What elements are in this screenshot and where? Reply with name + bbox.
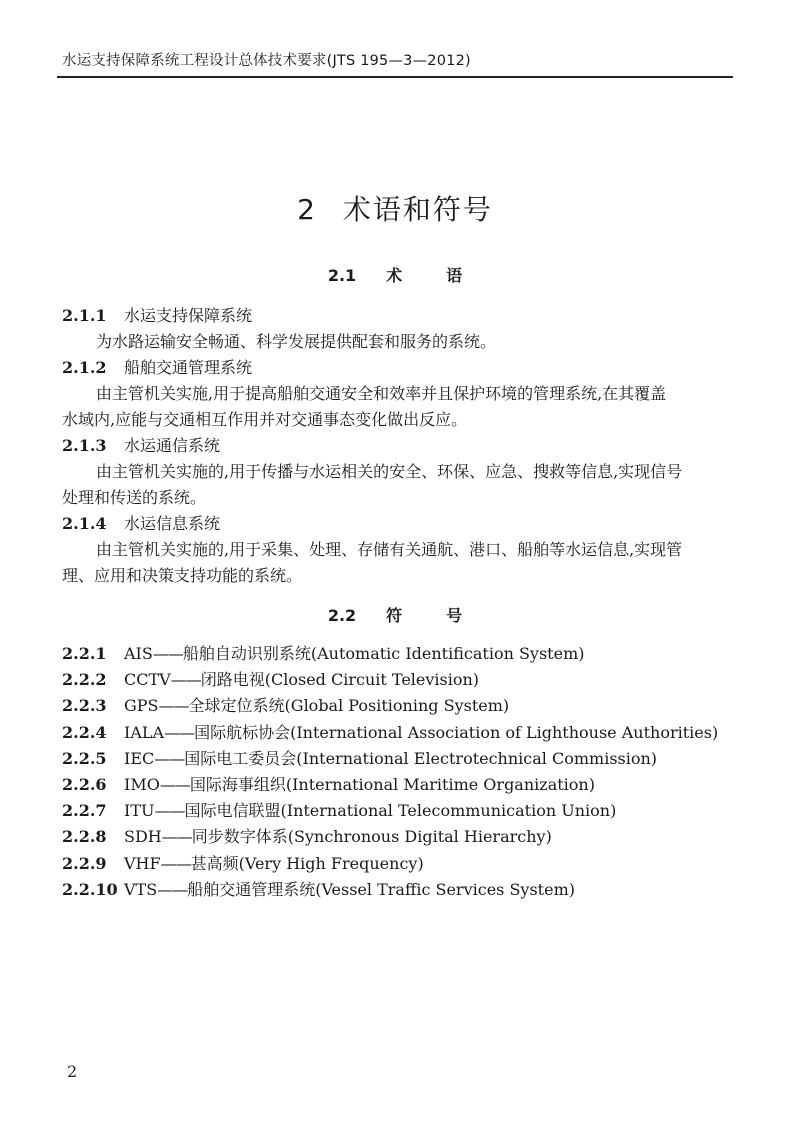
symbol-number: 2.2.8: [62, 827, 107, 847]
symbol-close-paren: ): [545, 827, 552, 847]
symbol-entry: [62, 693, 509, 716]
symbol-entry: [62, 641, 585, 664]
term-definition-line: 由主管机关实施的,用于采集、处理、存储有关通航、港口、船舶等水运信息,实现管: [96, 540, 683, 559]
term-name: 船舶交通管理系统: [124, 358, 253, 377]
term-definition-line: 水域内,应能与交通相互作用并对交通事态变化做出反应。: [62, 410, 468, 429]
symbol-chinese-name: 国际海事组织: [189, 775, 286, 794]
symbol-close-paren: ): [578, 644, 585, 663]
symbol-number: 2.2.1: [62, 644, 107, 663]
symbol-abbr: CCTV: [124, 670, 171, 690]
term-heading: [62, 355, 252, 378]
chapter-title: [0, 188, 790, 228]
term-name: 水运支持保障系统: [124, 306, 253, 325]
section-heading-char: 符: [386, 606, 403, 625]
symbol-chinese-name: 全球定位系统: [188, 696, 285, 716]
symbol-number: 2.2.3: [62, 696, 107, 716]
section-heading-char: 语: [446, 266, 463, 285]
symbol-english-name: International Electrotechnical Commission: [302, 748, 651, 768]
symbol-abbr: IALA: [124, 722, 165, 742]
symbol-entry: [62, 667, 479, 690]
symbol-dash: ——: [157, 879, 188, 899]
section-title-symbols: [0, 603, 790, 626]
running-header: 水运支持保障系统工程设计总体技术要求(JTS 195—3—2012): [62, 53, 471, 69]
term-definition-line: 由主管机关实施的,用于传播与水运相关的安全、环保、应急、搜救等信息,实现信号: [96, 462, 683, 481]
symbol-open-paren: (: [290, 722, 297, 742]
symbol-close-paren: ): [417, 853, 424, 873]
symbol-entry: [62, 772, 595, 795]
term-definition-line: 理、应用和决策支持功能的系统。: [62, 566, 303, 585]
term-number: 2.1.1: [62, 306, 107, 325]
symbol-english-name: Global Positioning System: [290, 696, 503, 716]
term-definition-line: 为水路运输安全畅通、科学发展提供配套和服务的系统。: [96, 332, 497, 351]
symbol-open-paren: (: [238, 853, 245, 873]
symbol-chinese-name: 国际电信联盟: [184, 801, 281, 821]
symbol-close-paren: ): [711, 722, 719, 742]
symbol-open-paren: (: [296, 748, 303, 768]
symbol-dash: ——: [164, 722, 195, 742]
symbol-english-name: Closed Circuit Television: [270, 670, 473, 690]
symbol-abbr: IEC: [124, 748, 155, 768]
term-number: 2.1.3: [62, 436, 107, 455]
header-rule: [57, 76, 733, 78]
symbol-chinese-name: 船舶自动识别系统: [182, 644, 311, 663]
symbol-open-paren: (: [285, 775, 293, 794]
symbol-open-paren: (: [280, 801, 287, 821]
symbol-english-name: Automatic Identification System: [317, 644, 579, 663]
symbol-dash: ——: [161, 827, 192, 847]
symbol-close-paren: ): [472, 670, 480, 690]
symbol-number: 2.2.7: [62, 801, 107, 821]
symbol-dash: ——: [159, 775, 190, 794]
term-number: 2.1.2: [62, 358, 107, 377]
symbol-number: 2.2.9: [62, 853, 107, 873]
symbol-english-name: Very High Frequency: [244, 853, 418, 873]
term-definition-line: 由主管机关实施,用于提高船舶交通安全和效率并且保护环境的管理系统,在其覆盖: [96, 384, 667, 403]
symbol-close-paren: ): [588, 775, 595, 794]
term-definition-line: 处理和传送的系统。: [62, 488, 207, 507]
symbol-number: 2.2.2: [62, 670, 107, 690]
symbol-dash: ——: [152, 644, 183, 663]
symbol-close-paren: ): [568, 879, 575, 899]
symbol-close-paren: ): [650, 748, 658, 768]
symbol-entry: [62, 877, 575, 900]
section-number: 2.1: [327, 266, 357, 285]
symbol-entry: [62, 746, 657, 769]
symbol-open-paren: (: [264, 670, 271, 690]
symbol-open-paren: (: [287, 827, 295, 847]
symbol-abbr: GPS: [124, 696, 159, 716]
symbol-english-name: Synchronous Digital Hierarchy: [294, 827, 546, 847]
symbol-english-name: Vessel Traffic Services System: [321, 879, 569, 899]
symbol-abbr: VHF: [124, 853, 161, 873]
symbol-dash: ——: [158, 696, 189, 716]
section-heading-char: 术: [386, 266, 403, 285]
term-name: 水运信息系统: [124, 514, 221, 533]
symbol-abbr: ITU: [124, 801, 155, 821]
term-number: 2.1.4: [62, 514, 107, 533]
symbol-abbr: AIS: [124, 644, 153, 663]
symbol-entry: [62, 720, 718, 743]
symbol-entry: [62, 851, 424, 874]
symbol-chinese-name: 闭路电视: [200, 670, 265, 690]
symbol-abbr: VTS: [124, 879, 158, 899]
page-number: 2: [67, 1062, 78, 1081]
term-name: 水运通信系统: [124, 436, 221, 455]
symbol-number: 2.2.4: [62, 722, 107, 742]
symbol-chinese-name: 同步数字体系: [191, 827, 288, 847]
symbol-dash: ——: [160, 853, 191, 873]
symbol-chinese-name: 国际航标协会: [194, 722, 291, 742]
symbol-open-paren: (: [315, 879, 322, 899]
symbol-dash: ——: [154, 748, 185, 768]
symbol-abbr: IMO: [124, 775, 160, 794]
symbol-entry: [62, 824, 552, 847]
section-title-terms: [0, 263, 790, 286]
symbol-chinese-name: 船舶交通管理系统: [187, 879, 316, 899]
symbol-number: 2.2.10: [62, 879, 118, 899]
symbol-chinese-name: 国际电工委员会: [184, 748, 297, 768]
symbol-open-paren: (: [284, 696, 291, 716]
symbol-number: 2.2.6: [62, 775, 107, 794]
term-heading: [62, 511, 220, 534]
symbol-dash: ——: [170, 670, 201, 690]
symbol-english-name: International Telecommunication Union: [286, 801, 611, 821]
symbol-entry: [62, 798, 616, 821]
symbol-dash: ——: [154, 801, 185, 821]
symbol-open-paren: (: [310, 644, 318, 663]
symbol-close-paren: ): [502, 696, 510, 716]
symbol-abbr: SDH: [124, 827, 162, 847]
symbol-close-paren: ): [610, 801, 617, 821]
symbol-number: 2.2.5: [62, 748, 107, 768]
section-heading-char: 号: [446, 606, 463, 625]
term-heading: [62, 433, 220, 456]
symbol-chinese-name: 甚高频: [190, 853, 239, 873]
section-number: 2.2: [327, 606, 357, 625]
symbol-english-name: International Maritime Organization: [292, 775, 589, 794]
term-heading: [62, 303, 252, 326]
chapter-number: 2: [297, 193, 317, 226]
chapter-heading: 术语和符号: [342, 193, 493, 226]
symbol-english-name: International Association of Lighthouse Authorities: [296, 722, 712, 742]
